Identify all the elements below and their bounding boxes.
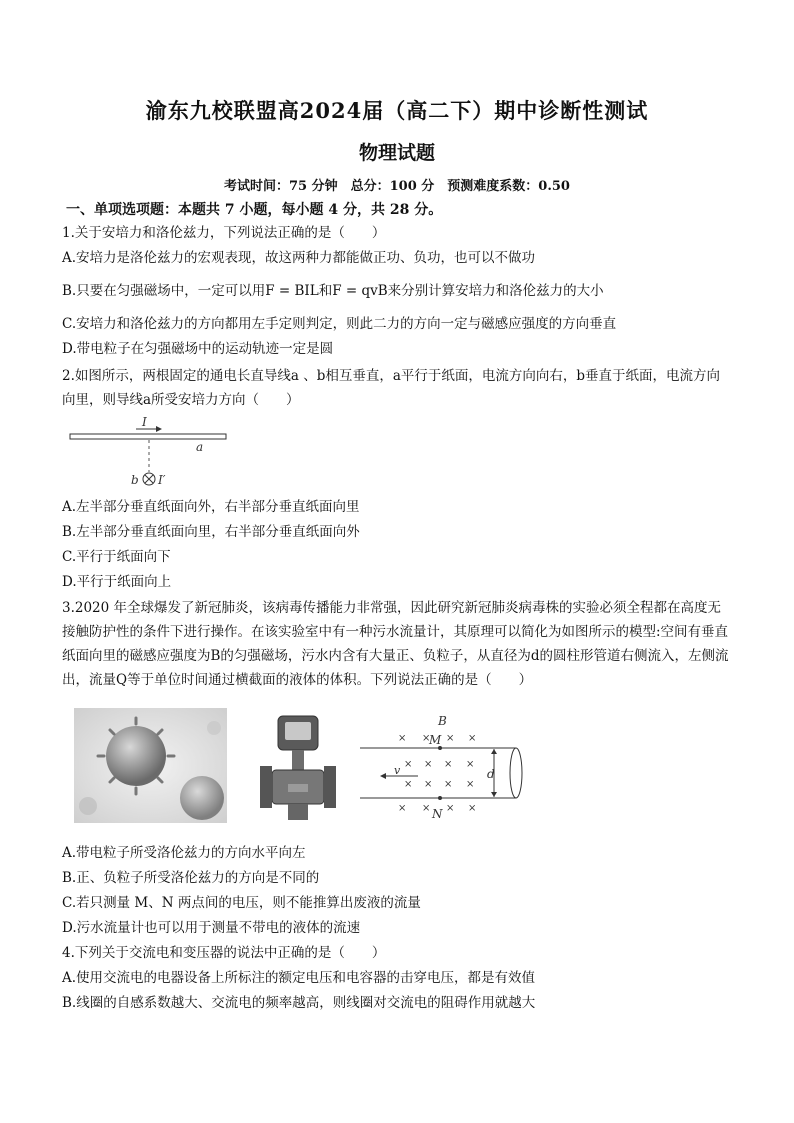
pipe-end: [510, 748, 522, 798]
q4-option-b: B.线圈的自感系数越大、交流电的频率越高，则线圈对交流电的阻碍作用就越大: [62, 995, 536, 1011]
label-N: N: [432, 807, 443, 821]
svg-text:×: ×: [466, 779, 475, 790]
q2-option-a: A.左半部分垂直纸面向外，右半部分垂直纸面向里: [62, 499, 360, 515]
q2-stem: 2.如图所示，两根固定的通电长直导线a 、b相互垂直，a平行于纸面，电流方向向右，b垂直于纸面，电流方向向里，则导线a所受安培力方向（ ）: [62, 368, 721, 408]
label-b: b: [131, 473, 139, 487]
svg-text:×: ×: [468, 733, 477, 744]
q3-option-c: C.若只测量 M、N 两点间的电压，则不能推算出废液的流量: [62, 895, 421, 911]
q1-stem: 1.关于安培力和洛伦兹力，下列说法正确的是（ ）: [62, 225, 386, 241]
section-heading: 一、单项选项题：本题共 7 小题，每小题 4 分，共 28 分。: [66, 202, 443, 218]
q2-option-d: D.平行于纸面向上: [62, 574, 172, 590]
exam-title: 渝东九校联盟高2024届（高二下）期中诊断性测试: [145, 98, 649, 123]
pipe-field-diagram: [360, 712, 532, 824]
svg-text:×: ×: [424, 779, 433, 790]
q1-option-c: C.安培力和洛伦兹力的方向都用左手定则判定，则此二力的方向一定与磁感应强度的方向垂直: [62, 316, 617, 332]
q1-option-b: B.只要在匀强磁场中，一定可以用F = BIL和F = qvB来分别计算安培力和洛伦兹力的大小: [62, 283, 604, 299]
svg-text:×: ×: [422, 803, 431, 814]
q1-option-a: A.安培力是洛伦兹力的宏观表现，故这两种力都能做正功、负功，也可以不做功: [62, 250, 536, 266]
virus-small: [180, 776, 224, 820]
label-I: I: [142, 415, 147, 429]
label-Iprime: I′: [158, 473, 166, 487]
svg-text:×: ×: [422, 733, 431, 744]
svg-text:×: ×: [404, 779, 413, 790]
label-a: a: [196, 440, 204, 454]
svg-text:×: ×: [446, 733, 455, 744]
label-M: M: [429, 733, 442, 747]
q2-option-b: B.左半部分垂直纸面向里，右半部分垂直纸面向外: [62, 524, 360, 540]
label-B: B: [438, 714, 447, 728]
q3-option-b: B.正、负粒子所受洛伦兹力的方向是不同的: [62, 870, 320, 886]
q3-option-d: D.污水流量计也可以用于测量不带电的液体的流速: [62, 920, 361, 936]
svg-text:×: ×: [404, 759, 413, 770]
label-d: d: [487, 767, 495, 781]
subject-title: 物理试题: [358, 142, 435, 164]
q4-option-a: A.使用交流电的电器设备上所标注的额定电压和电容器的击穿电压，都是有效值: [62, 970, 536, 986]
svg-text:×: ×: [446, 803, 455, 814]
wire-a: [70, 434, 226, 439]
q3-stem: 3.2020 年全球爆发了新冠肺炎，该病毒传播能力非常强，因此研究新冠肺炎病毒株的实验必须全程都在高度无接触防护性的条件下进行操作。在该实验室中有一种污水流量计，其原理可以简化为如图所示的模型:空间有垂直纸面向里的磁感应强度为B的匀强磁场，污水内含有大量正、负粒子，从直径为d的圆柱形管道右侧流入，左侧流出，流量Q等于单位时间通过横截面的液体的体积。下列说法正确的是（ ）: [62, 600, 729, 688]
svg-text:×: ×: [466, 759, 475, 770]
q4-stem: 4.下列关于交流电和变压器的说法中正确的是（ ）: [62, 945, 386, 961]
virus-photo: [74, 708, 227, 823]
svg-text:×: ×: [444, 759, 453, 770]
point-N: [438, 796, 442, 800]
svg-text:×: ×: [398, 733, 407, 744]
flowmeter-photo: [258, 712, 338, 824]
q2-option-c: C.平行于纸面向下: [62, 549, 171, 565]
q1-option-d: D.带电粒子在匀强磁场中的运动轨迹一定是圆: [62, 341, 334, 357]
svg-text:×: ×: [468, 803, 477, 814]
exam-info: 考试时间：75 分钟 总分：100 分 预测难度系数：0.50: [224, 179, 570, 194]
label-v: v: [394, 764, 401, 777]
svg-text:×: ×: [398, 803, 407, 814]
q3-option-a: A.带电粒子所受洛伦兹力的方向水平向左: [62, 845, 306, 861]
svg-text:×: ×: [444, 779, 453, 790]
svg-text:×: ×: [424, 759, 433, 770]
current-arrow-head: [156, 426, 162, 432]
q2-wire-diagram: [68, 414, 238, 494]
